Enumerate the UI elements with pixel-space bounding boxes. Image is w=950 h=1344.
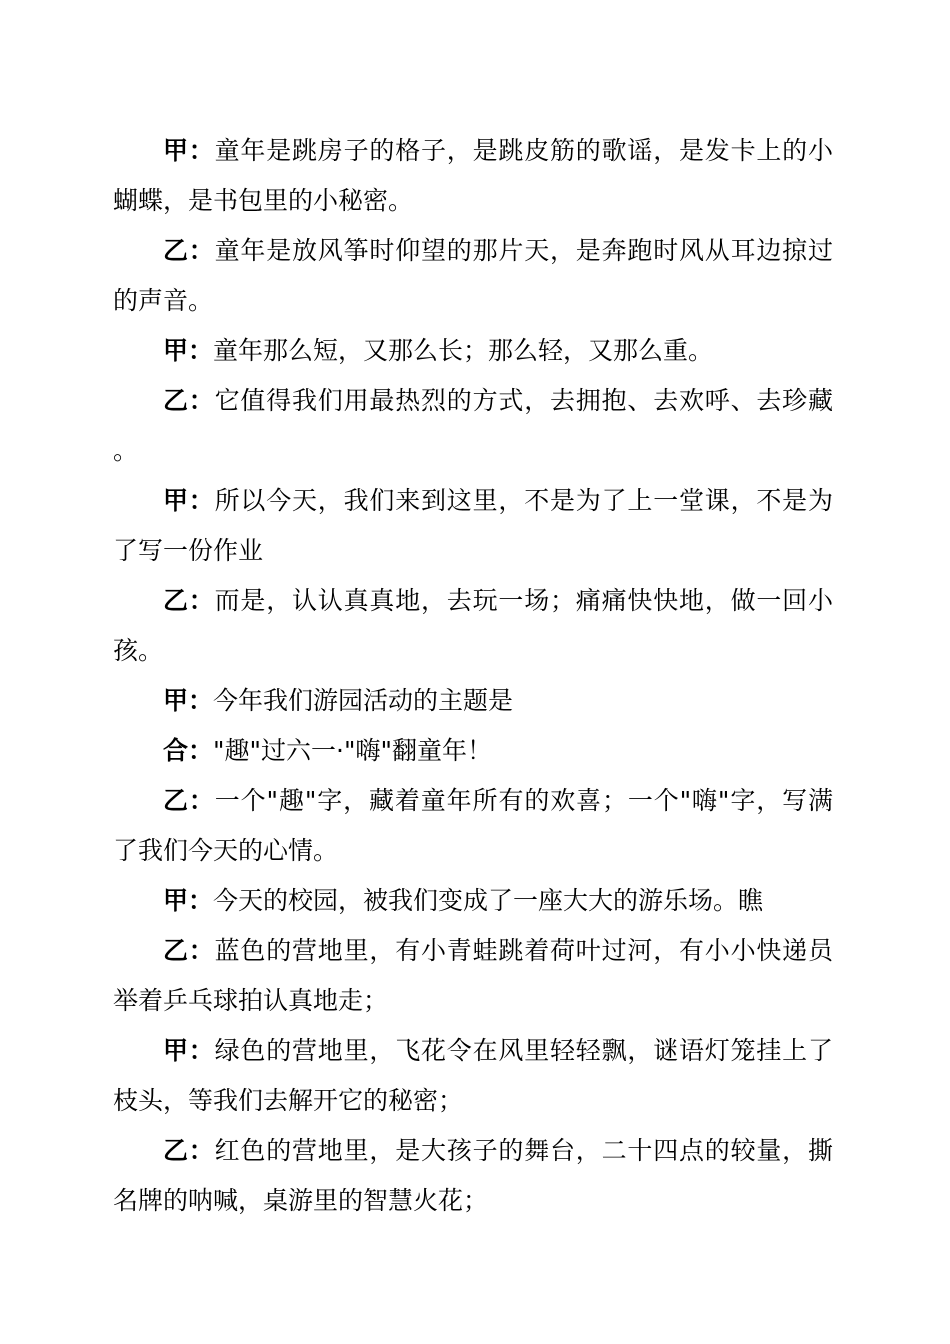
dialogue-line [113, 376, 833, 476]
speaker-label: 甲： [163, 136, 215, 165]
speaker-label: 合： [163, 736, 214, 765]
dialogue-line [113, 576, 833, 676]
speaker-label: 乙： [163, 386, 215, 415]
speaker-label: 乙： [163, 236, 215, 265]
dialogue-line [113, 226, 833, 326]
line-text: 蓝色的营地里，有小青蛙跳着荷叶过河，有小小快递员举着乒乓球拍认真地走； [113, 936, 833, 1015]
line-text: 它值得我们用最热烈的方式，去拥抱、去欢呼、去珍藏。 [113, 386, 833, 465]
dialogue-line [113, 326, 833, 376]
dialogue-line [113, 1026, 833, 1126]
line-text: 童年是放风筝时仰望的那片天，是奔跑时风从耳边掠过的声音。 [113, 236, 833, 315]
speaker-label: 乙： [163, 1136, 215, 1165]
dialogue-line [113, 726, 833, 776]
speaker-label: 甲： [163, 1036, 215, 1065]
dialogue-line [113, 476, 833, 576]
line-text: 红色的营地里，是大孩子的舞台，二十四点的较量，撕名牌的呐喊，桌游里的智慧火花； [113, 1136, 833, 1215]
dialogue-line [113, 126, 833, 226]
speaker-label: 乙： [163, 786, 215, 815]
line-text: 童年那么短，又那么长；那么轻，又那么重。 [213, 336, 714, 365]
speaker-label: 甲： [163, 886, 214, 915]
dialogue-line [113, 676, 833, 726]
dialogue-line [113, 926, 833, 1026]
line-text: 童年是跳房子的格子，是跳皮筋的歌谣，是发卡上的小蝴蝶，是书包里的小秘密。 [113, 136, 833, 215]
speaker-label: 乙： [163, 586, 215, 615]
line-text: 而是，认认真真地，去玩一场；痛痛快快地，做一回小孩。 [113, 586, 833, 665]
speaker-label: 甲： [163, 486, 215, 515]
line-text: "趣"过六一·"嗨"翻童年！ [213, 736, 492, 765]
dialogue-line [113, 776, 833, 876]
speaker-label: 甲： [163, 336, 214, 365]
speaker-label: 甲： [163, 686, 214, 715]
line-text: 一个"趣"字，藏着童年所有的欢喜；一个"嗨"字，写满了我们今天的心情。 [113, 786, 833, 865]
line-text: 今天的校园，被我们变成了一座大大的游乐场。瞧 [213, 886, 764, 915]
script-body [113, 126, 833, 1226]
speaker-label: 乙： [163, 936, 215, 965]
line-text: 绿色的营地里，飞花令在风里轻轻飘，谜语灯笼挂上了枝头，等我们去解开它的秘密； [113, 1036, 833, 1115]
line-text: 今年我们游园活动的主题是 [213, 686, 514, 715]
dialogue-line [113, 876, 833, 926]
line-text: 所以今天，我们来到这里，不是为了上一堂课，不是为了写一份作业 [113, 486, 833, 565]
dialogue-line [113, 1126, 833, 1226]
